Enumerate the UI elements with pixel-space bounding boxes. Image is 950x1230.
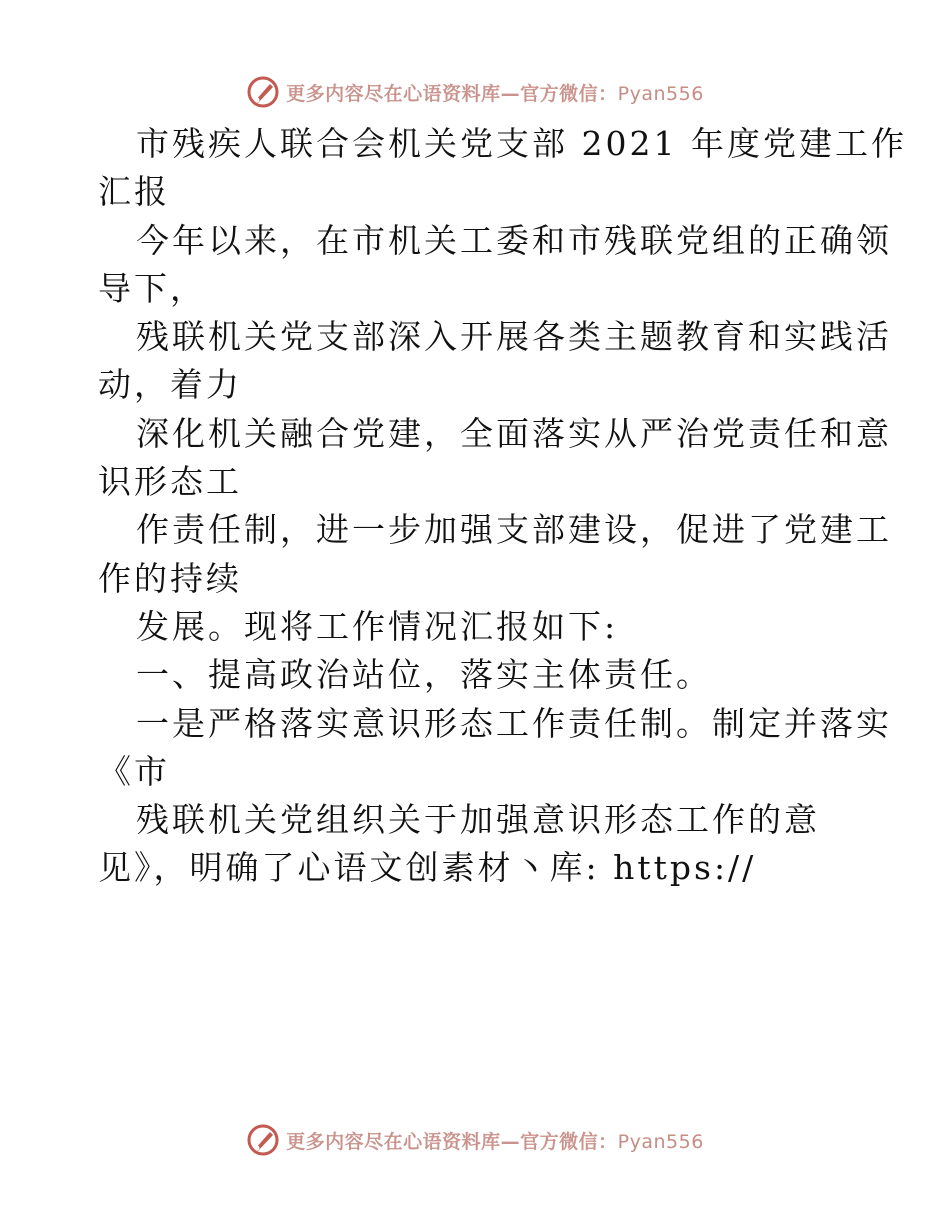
text-line: 见》，明确了心语文创素材丶库: https:// (98, 848, 757, 888)
text-line: 市残疾人联合会机关党支部 2021 年度党建工作 (136, 124, 907, 163)
text-line: 识形态工 (98, 462, 242, 502)
text-line: 今年以来，在市机关工委和市残联党组的正确领 (136, 220, 892, 260)
text-line: 一是严格落实意识形态工作责任制。制定并落实 (136, 703, 892, 743)
quill-pen-seal-icon (246, 1123, 280, 1157)
text-line: 汇报 (98, 172, 170, 212)
footer-watermark (0, 1120, 950, 1160)
text-line: 《市 (98, 751, 170, 791)
text-line: 残联机关党组织关于加强意识形态工作的意 (136, 800, 820, 840)
quill-pen-seal-icon (246, 75, 280, 109)
text-line: 作的持续 (98, 558, 242, 598)
text-line: 动，着力 (98, 365, 242, 405)
watermark-text: 更多内容尽在心语资料库—官方微信：Pyan556 (286, 82, 704, 105)
text-line: 发展。现将工作情况汇报如下: (136, 606, 619, 646)
document-body (98, 120, 907, 893)
text-line: 残联机关党支部深入开展各类主题教育和实践活 (136, 317, 892, 357)
text-line: 一、提高政治站位，落实主体责任。 (136, 655, 712, 695)
watermark-text: 更多内容尽在心语资料库—官方微信：Pyan556 (286, 1130, 704, 1153)
text-line: 导下， (98, 268, 206, 308)
text-line: 深化机关融合党建，全面落实从严治党责任和意 (136, 413, 892, 453)
header-watermark (0, 72, 950, 112)
text-line: 作责任制，进一步加强支部建设，促进了党建工 (136, 510, 892, 550)
